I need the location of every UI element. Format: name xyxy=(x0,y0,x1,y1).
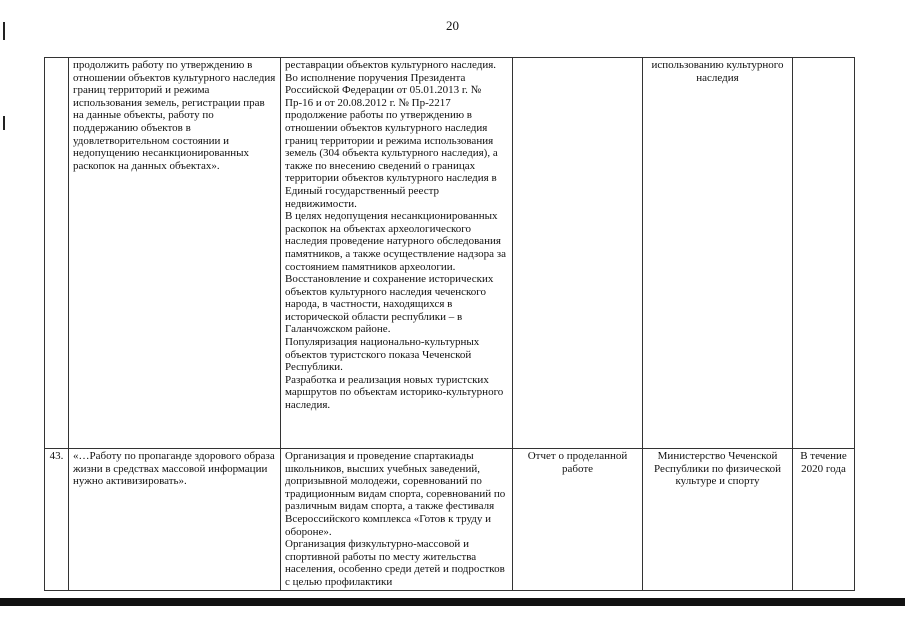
measure-text: В целях недопущения несанкционированных раскопок на объектах археологического наследия проведение натурного обследования памятников, а также осуществление надзора за состоянием памятников археологии. xyxy=(285,210,507,273)
row-number xyxy=(45,58,69,449)
measures-cell xyxy=(281,449,513,591)
measure-text: Разработка и реализация новых туристских маршрутов по объектам историко-культурного наследия. xyxy=(285,373,504,412)
instruction-cell: продолжить работу по утверждению в отношении объектов культурного наследия границ территорий и режима использования земель, регистрации прав на данные объекты, работу по поддержанию объектов в удовлетворительном состоянии и недопущению несанкционированных раскопок на данных объектах». xyxy=(69,58,281,449)
page-number: 20 xyxy=(446,18,459,33)
measure-text: Восстановление и сохранение исторических объектов культурного наследия чеченского народа, в частности, находящихся в исторической области республики – в Галанчожском районе. xyxy=(285,273,494,336)
report-cell xyxy=(513,58,643,449)
measure-text: Организация и проведение спартакиады школьников, высших учебных заведений, допризывной молодежи, соревнований по традиционным видам спорта, соревнований по различным видам спорта, а также фестиваля Всероссийского комплекса «Готов к труду и обороне». xyxy=(285,450,506,538)
table-row xyxy=(45,449,855,591)
measure-text: Популяризация национально-культурных объектов туристского показа Чеченской Республики. xyxy=(285,336,480,374)
row-number: 43. xyxy=(45,449,69,591)
table-row xyxy=(45,58,855,449)
measure-text: Во исполнение поручения Президента Российской Федерации от 05.01.2013 г. № Пр-16 и от 20.08.2012 г. № Пр-2217 продолжение работы по утверждению в отношении объектов культурного наследия границ территории и режима использования земель (304 объекта культурного наследия), а также по внесению сведений о границах территории объектов культурного наследия в Единый государственный реестр недвижимости. xyxy=(285,71,498,210)
measure-text: реставрации объектов культурного наследия. xyxy=(285,59,497,71)
responsible-cell: использованию культурного наследия xyxy=(643,58,793,449)
instruction-cell: «…Работу по пропаганде здорового образа жизни в средствах массовой информации нужно активизировать». xyxy=(69,449,281,591)
margin-mark xyxy=(3,22,5,40)
deadline-cell: В течение 2020 года xyxy=(793,449,855,591)
margin-mark xyxy=(3,116,5,130)
report-cell: Отчет о проделанной работе xyxy=(513,449,643,591)
scan-edge-bar xyxy=(0,598,905,606)
deadline-cell xyxy=(793,58,855,449)
plan-table xyxy=(44,57,855,591)
measure-text: Организация физкультурно-массовой и спортивной работы по месту жительства населения, особенно среди детей и подростков с целью профилактики xyxy=(285,538,505,588)
measures-cell xyxy=(281,58,513,449)
responsible-cell: Министерство Чеченской Республики по физической культуре и спорту xyxy=(643,449,793,591)
